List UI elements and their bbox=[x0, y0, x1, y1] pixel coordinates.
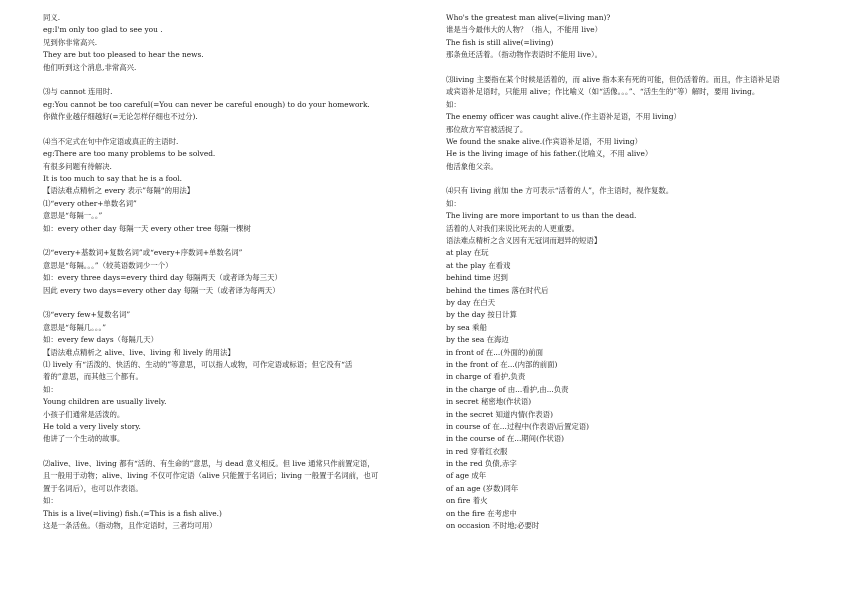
text-line: ⑶living 主要指在某个时候是活着的，而 alive 指本来有死的可能，但仍活着的。而且，作主语补足语 bbox=[446, 74, 780, 84]
text-line: 同义. bbox=[43, 13, 61, 22]
text-line: at the play 在看戏 bbox=[446, 260, 511, 270]
left-column bbox=[43, 12, 435, 532]
text-line: ⑵alive、live、living 都有“活的、有生命的”意思，与 dead 意义相反。但 live 通常只作前置定语， bbox=[43, 459, 375, 469]
text-line: 意思是“每隔几。。。” bbox=[43, 322, 106, 332]
text-line: We found the snake alive.(作宾语补足语，不用 living） bbox=[446, 136, 643, 146]
text-line: 谁是当今最伟大的人物？（指人，不能用 live） bbox=[446, 25, 603, 35]
text-line: The enemy officer was caught alive.(作主语补足语，不用 living） bbox=[446, 112, 681, 122]
text-line: 他讲了一个生动的故事。 bbox=[43, 434, 125, 444]
text-line: 如：every three days=every third day 每隔两天（或者译为每三天） bbox=[43, 273, 282, 283]
text-line: behind time 迟到 bbox=[446, 273, 508, 283]
text-line: by sea 乘船 bbox=[446, 322, 487, 332]
text-line: at play 在玩 bbox=[446, 248, 489, 258]
text-line: 因此 every two days=every other day 每隔一天（或者译为每两天） bbox=[43, 285, 280, 295]
text-line: 如： bbox=[43, 496, 58, 506]
text-line: on fire 着火 bbox=[446, 496, 488, 506]
text-line: on the fire 在考虑中 bbox=[446, 508, 517, 518]
text-line: 这是一条活鱼。（指动物，且作定语时，三者均可用） bbox=[43, 521, 217, 531]
text-line: in secret 秘密地(作状语) bbox=[446, 397, 532, 407]
text-line: ⑷只有 living 前加 the 方可表示“活着的人”，作主语时，视作复数。 bbox=[446, 186, 674, 196]
text-line: in the charge of 由...看护,由...负责 bbox=[446, 384, 569, 394]
text-line: 他活象他父亲。 bbox=[446, 161, 498, 171]
text-line: eg:There are too many problems to be solved. bbox=[43, 149, 216, 159]
text-line: ⑶与 cannot 连用时. bbox=[43, 87, 113, 97]
text-line: ⑴ lively 有“活泼的、快活的、生动的”等意思，可以指人或物，可作定语或标语；但它没有“活 bbox=[43, 359, 353, 369]
blank-line bbox=[43, 235, 435, 247]
text-line: The living are more important to us than the dead. bbox=[446, 211, 637, 221]
text-line: 如：every few days（每隔几天） bbox=[43, 335, 158, 345]
text-line: 如：every other day 每隔一天 every other tree 每隔一棵树 bbox=[43, 223, 251, 233]
text-line: The fish is still alive(=living) bbox=[446, 37, 554, 47]
text-line: Who's the greatest man alive(=living man)? bbox=[446, 13, 611, 22]
blank-line bbox=[43, 446, 435, 458]
text-line: 那位敌方军官被活捉了。 bbox=[446, 124, 528, 134]
blank-line bbox=[446, 173, 846, 185]
text-line: 如： bbox=[446, 99, 461, 109]
text-line: in red 穿着红衣服 bbox=[446, 446, 508, 456]
text-line: 【语法难点精析之 every 表示”每隔“的用法】 bbox=[43, 186, 195, 196]
text-line: ⑵“every+基数词+复数名词”或“every+序数词+单数名词” bbox=[43, 248, 243, 258]
text-line: of an age (岁数)同年 bbox=[446, 483, 519, 493]
text-line: in the red 负债,赤字 bbox=[446, 459, 517, 469]
text-line: in the secret 知道内情(作表语) bbox=[446, 409, 553, 419]
text-line: 着的”意思，而其他三个都有。 bbox=[43, 372, 143, 382]
text-line: 有很多问题有待解决. bbox=[43, 161, 112, 171]
text-line: ⑴“every other+单数名词” bbox=[43, 198, 137, 208]
text-line: 【语法难点精析之 alive、live、living 和 lively 的用法】 bbox=[43, 347, 235, 357]
text-line: 见到你非常高兴. bbox=[43, 37, 98, 47]
text-line: This is a live(=living) fish.(=This is a fish alive.) bbox=[43, 508, 222, 518]
text-line: of age 成年 bbox=[446, 471, 487, 481]
text-line: ⑶“every few+复数名词” bbox=[43, 310, 131, 320]
text-line: 且一般用于动物；alive、living 不仅可作定语（alive 只能置于名词后；living 一般置于名词前，也可 bbox=[43, 471, 379, 481]
text-line: 他们听到这个消息,非常高兴. bbox=[43, 62, 137, 72]
text-line: in front of 在...(外面的)前面 bbox=[446, 347, 543, 357]
text-line: by the day 按日计算 bbox=[446, 310, 517, 320]
text-line: 你做作业越仔细越好(=无论怎样仔细也不过分). bbox=[43, 112, 198, 122]
text-line: by the sea 在海边 bbox=[446, 335, 509, 345]
text-line: eg:I'm only too glad to see you . bbox=[43, 25, 163, 35]
text-line: eg:You cannot be too careful(=You can never be careful enough) to do your homework. bbox=[43, 99, 370, 109]
blank-line bbox=[43, 124, 435, 136]
text-line: in course of 在...过程中(作表语\后置定语) bbox=[446, 421, 590, 431]
text-line: He is the living image of his father.(比喻义，不用 alive） bbox=[446, 149, 653, 159]
blank-line bbox=[446, 62, 846, 74]
text-line: They are but too pleased to hear the news. bbox=[43, 50, 204, 60]
text-line: 语法难点精析之含义因有无冠词而迥异的短语】 bbox=[446, 236, 602, 246]
text-line: in the front of 在...(内部的前面) bbox=[446, 359, 558, 369]
text-line: by day 在白天 bbox=[446, 297, 496, 307]
blank-line bbox=[43, 74, 435, 86]
text-line: 小孩子们通常是活泼的。 bbox=[43, 409, 125, 419]
text-line: ⑷当不定式在句中作定语或真正的主语时. bbox=[43, 136, 179, 146]
text-line: in charge of 看护,负责 bbox=[446, 372, 526, 382]
text-line: in the course of 在...期间(作状语) bbox=[446, 434, 565, 444]
text-line: behind the times 落在时代后 bbox=[446, 285, 549, 295]
text-line: 意思是“每隔一。。” bbox=[43, 211, 103, 221]
text-line: He told a very lively story. bbox=[43, 421, 141, 431]
text-line: 如： bbox=[446, 198, 461, 208]
text-line: on occasion 不时地;必要时 bbox=[446, 521, 540, 531]
text-line: 置于名词后），也可以作表语。 bbox=[43, 483, 143, 493]
right-column bbox=[446, 12, 846, 532]
text-line: 活着的人对我们来说比死去的人更重要。 bbox=[446, 223, 580, 233]
blank-line bbox=[43, 297, 435, 309]
text-line: Young children are usually lively. bbox=[43, 397, 167, 407]
text-line: 意思是“每隔。。。”（较英语数词少一个） bbox=[43, 260, 173, 270]
text-line: It is too much to say that he is a fool. bbox=[43, 174, 183, 184]
text-line: 或宾语补足语时，只能用 alive；作比喻义（如“活像。。。”、“活生生的”等）解时，要用 living。 bbox=[446, 87, 760, 97]
text-line: 那条鱼还活着。（指动物作表语时不能用 live）。 bbox=[446, 50, 603, 60]
text-line: 如： bbox=[43, 384, 58, 394]
